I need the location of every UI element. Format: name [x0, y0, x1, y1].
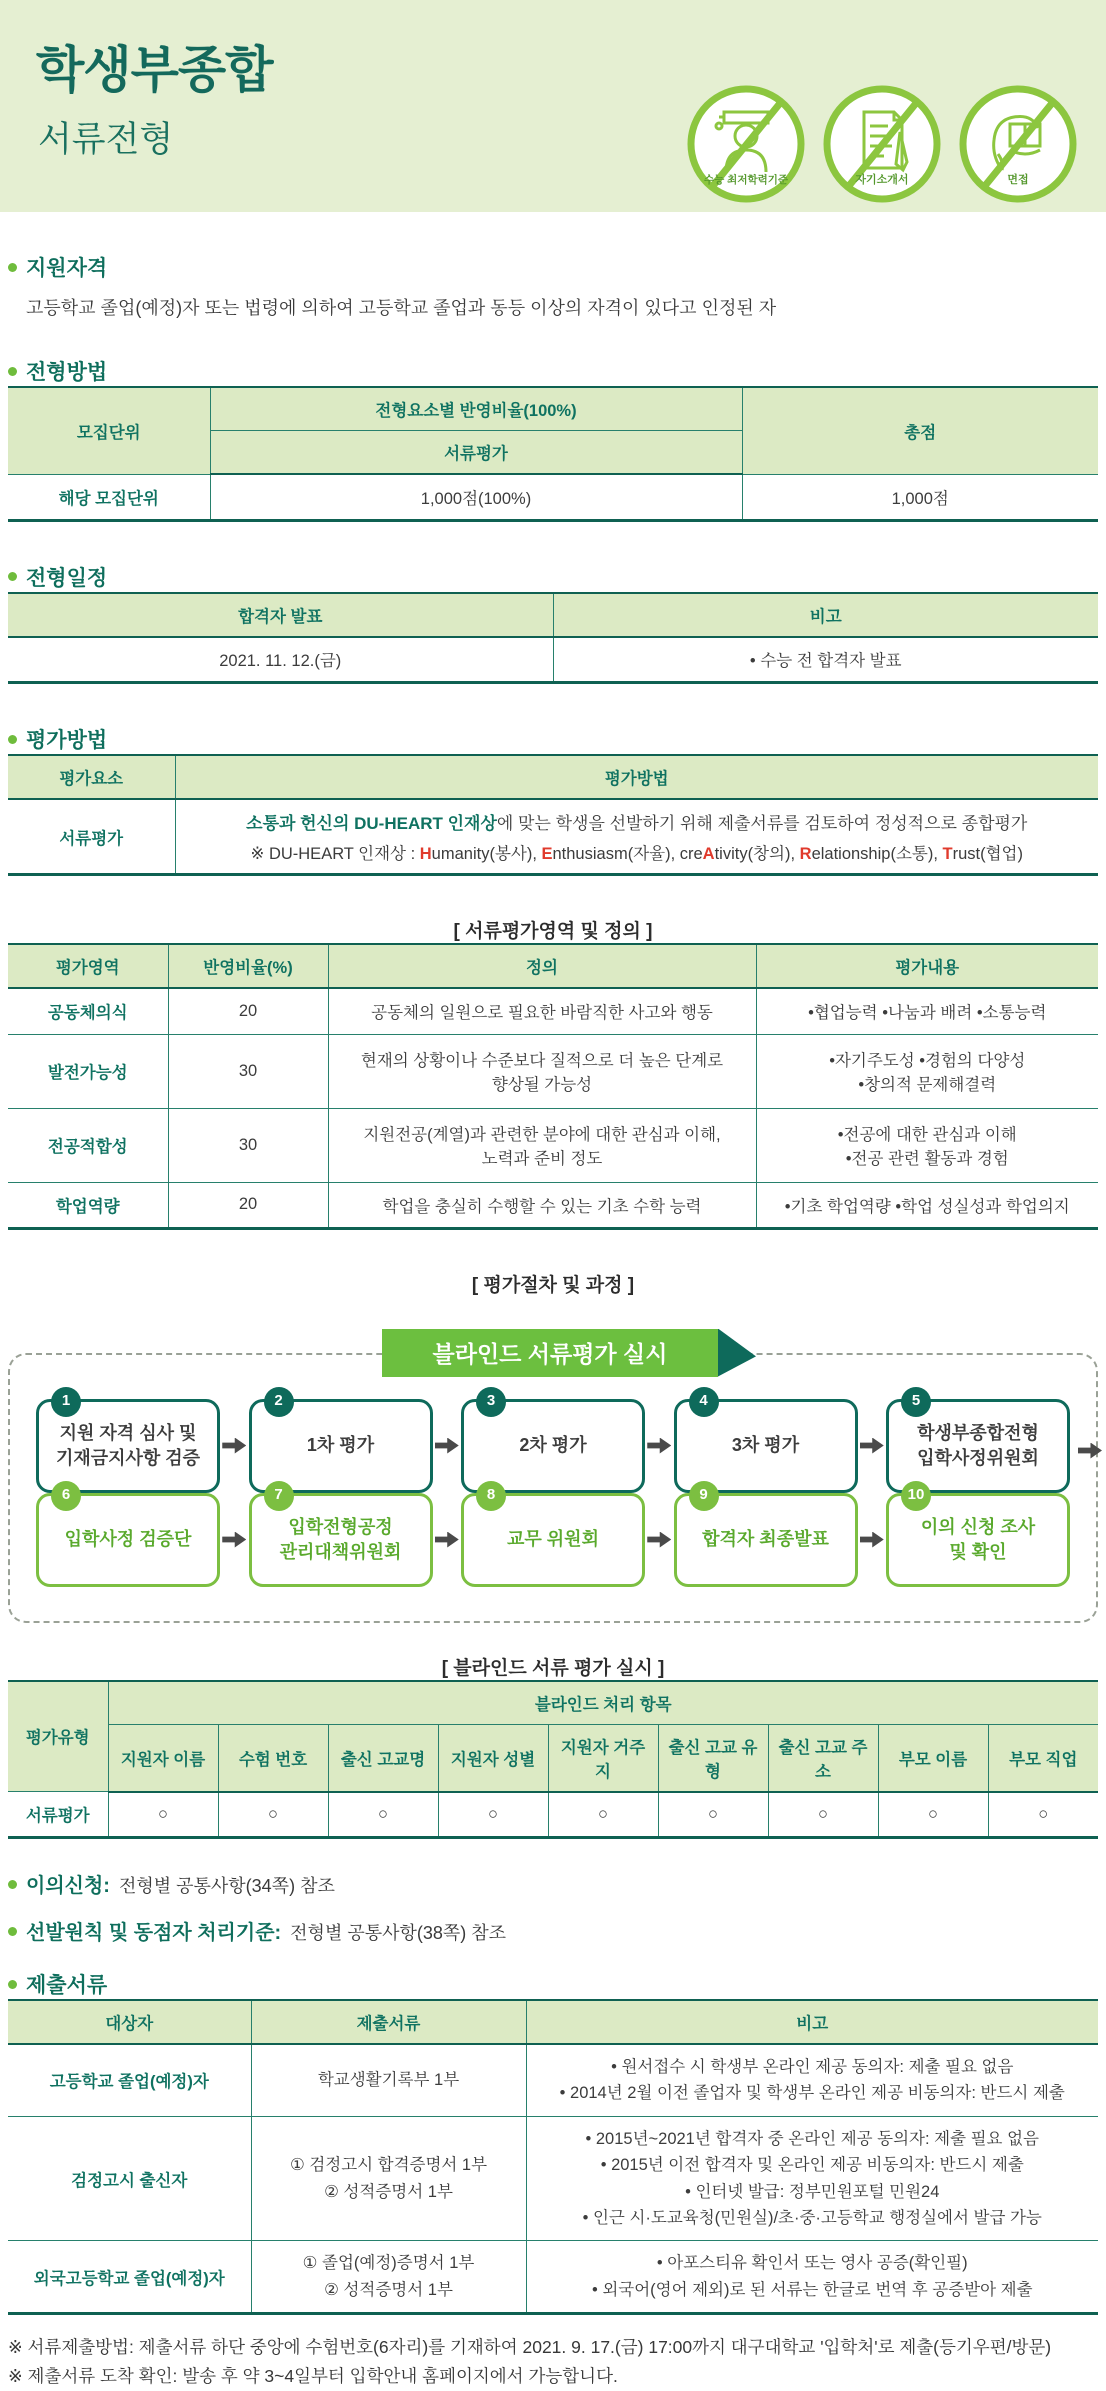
criteria-caption: [ 서류평가영역 및 정의 ]: [453, 921, 653, 942]
evaluation-table: [8, 754, 1098, 876]
cell-contents-line2: •전공 관련 활동과 경험: [845, 1150, 1009, 1168]
section-method-heading: [8, 356, 1106, 386]
blind-item: 지원자 이름: [108, 1724, 218, 1792]
section-eligibility-heading: [8, 252, 1106, 282]
arrow-right-icon: [1078, 1443, 1102, 1459]
cell-doc: ① 검정고시 합격증명서 1부: [289, 2156, 488, 2175]
flow-step-6: [36, 1486, 220, 1587]
col-header-area: 평가영역: [8, 944, 168, 988]
blind-item: 출신 고교 주소: [768, 1724, 878, 1792]
step-label: 합격자 최종발표: [702, 1529, 829, 1550]
flow-step-5: [886, 1392, 1070, 1493]
cell-contents: •전공에 대한 관심과 이해: [837, 1126, 1017, 1144]
cell-total: 1,000점: [742, 474, 1098, 520]
step-label: 교무 위원회: [507, 1529, 599, 1550]
flow-step-8: [461, 1486, 645, 1587]
cell-doc: 학교생활기록부 1부: [317, 2071, 460, 2090]
cell-note: • 2015년 이전 합격자 및 온라인 제공 비동의자: 반드시 제출: [600, 2156, 1024, 2175]
col-header-docs: 제출서류: [251, 2000, 526, 2044]
cell-definition-line2: 향상될 가능성: [491, 1076, 593, 1094]
cell-area: 공동체의식: [8, 988, 168, 1034]
col-header-blind-group: 블라인드 처리 항목: [108, 1681, 1098, 1725]
du-cap: H: [419, 845, 432, 863]
cell-eval-method: [175, 799, 1098, 875]
col-header-announce: 합격자 발표: [8, 593, 553, 637]
col-header-unit: 모집단위: [8, 387, 210, 474]
section-documents-heading: [8, 1969, 1106, 1999]
step-label: 3차 평가: [731, 1435, 800, 1456]
arrow-right-icon: [647, 1438, 671, 1454]
blind-mark: ○: [988, 1792, 1098, 1838]
step-label: 1차 평가: [306, 1435, 375, 1456]
page-subtitle: 서류전형: [38, 120, 174, 159]
bullet-icon: [8, 367, 17, 376]
page-title: 학생부종합: [36, 42, 273, 98]
cell-doc-line2: ② 성적증명서 1부: [324, 2280, 453, 2299]
bullet-icon: [8, 1880, 17, 1889]
step-number: 5: [901, 1387, 931, 1417]
cell-eval-type: 서류평가: [8, 1792, 108, 1838]
eligibility-text: 고등학교 졸업(예정)자 또는 법령에 의하여 고등학교 졸업과 동등 이상의 자격이 있다고 인정된 자: [26, 298, 777, 318]
step-number: 7: [264, 1481, 294, 1511]
cell-ratio: 20: [168, 1182, 328, 1228]
flow-step-7: [249, 1486, 433, 1587]
col-header-note: 비고: [553, 593, 1098, 637]
header-band: [0, 0, 1106, 212]
cell-note: • 인터넷 발급: 정부민원포털 민원24: [685, 2182, 940, 2201]
cell-note: • 수능 전 합격자 발표: [553, 637, 1098, 683]
arrow-right-icon: [222, 1532, 246, 1548]
schedule-table: [8, 592, 1098, 685]
criteria-table: [8, 943, 1098, 1230]
arrow-right-icon: [860, 1532, 884, 1548]
cell-contents: •기초 학업역량 •학업 성실성과 학업의지: [784, 1197, 1070, 1216]
section-title: 제출서류: [26, 1974, 108, 1997]
cell-definition: 학업을 충실히 수행할 수 있는 기초 수학 능력: [382, 1197, 702, 1216]
col-header-definition: 정의: [328, 944, 756, 988]
principle-heading: 선발원칙 및 동점자 처리기준:: [26, 1922, 282, 1944]
objection-heading: 이의신청:: [26, 1875, 110, 1897]
badge-label: 면접: [1007, 174, 1029, 186]
documents-row: [8, 2241, 1098, 2314]
cell-doc-eval-label: 서류평가: [8, 799, 175, 875]
cell-definition: 지원전공(계열)과 관련한 분야에 대한 관심과 이해,: [363, 1126, 721, 1144]
blind-item: 부모 직업: [988, 1724, 1098, 1792]
blind-item: 부모 이름: [878, 1724, 988, 1792]
cell-note: • 원서접수 시 학생부 온라인 제공 동의자: 제출 필요 없음: [611, 2058, 1014, 2076]
step-label: 2차 평가: [519, 1435, 587, 1456]
blind-item: 수험 번호: [218, 1724, 328, 1792]
cell-area: 학업역량: [8, 1182, 168, 1228]
du-part: tivity(창의),: [714, 845, 800, 863]
bullet-icon: [8, 1927, 17, 1936]
blind-mark: ○: [218, 1792, 328, 1838]
blind-mark: ○: [328, 1792, 438, 1838]
blind-item: 지원자 거주지: [548, 1724, 658, 1792]
step-number: 3: [476, 1387, 506, 1417]
criteria-row: [8, 988, 1098, 1034]
step-label: 입학사정 검증단: [64, 1529, 192, 1550]
cell-contents: •자기주도성 •경험의 다양성: [829, 1052, 1026, 1070]
du-cap: T: [942, 845, 953, 863]
du-cap: A: [702, 845, 715, 863]
principle-text: 전형별 공통사항(38쪽) 참조: [290, 1923, 507, 1943]
blind-mark: ○: [108, 1792, 218, 1838]
col-header-target: 대상자: [8, 2000, 251, 2044]
section-evaluation-heading: [8, 724, 1106, 754]
process-flowchart: [8, 1341, 1098, 1623]
cell-ratio: 30: [168, 1108, 328, 1182]
objection-text: 전형별 공통사항(34쪽) 참조: [118, 1876, 335, 1896]
process-caption: [ 평가절차 및 과정 ]: [471, 1274, 635, 1296]
du-part: umanity(봉사),: [431, 845, 542, 863]
csat-minimum-prohibited-icon: [686, 84, 806, 204]
blind-item: 출신 고교 유형: [658, 1724, 768, 1792]
bullet-icon: [8, 735, 17, 744]
du-part: cre: [679, 845, 703, 863]
cell-score: 1,000점(100%): [210, 474, 742, 520]
step-label: 입학전형공정: [288, 1517, 393, 1538]
cell-target: 외국고등학교 졸업(예정)자: [8, 2241, 251, 2314]
blind-table: [8, 1680, 1098, 1840]
step-label-line2: 및 확인: [949, 1541, 1007, 1562]
criteria-row: [8, 1182, 1098, 1228]
step-label-line2: 입학사정위원회: [917, 1447, 1039, 1468]
du-part: rust(협업): [952, 845, 1023, 863]
section-schedule-heading: [8, 562, 1106, 592]
du-part: elationship(소통),: [811, 845, 943, 863]
bullet-icon: [8, 572, 17, 581]
step-number: 4: [689, 1387, 719, 1417]
cell-contents-line2: •창의적 문제해결력: [858, 1076, 997, 1094]
blind-mark: ○: [878, 1792, 988, 1838]
arrow-right-icon: [860, 1438, 884, 1454]
bullet-icon: [8, 1980, 17, 1989]
principle-line: [8, 1916, 1106, 1945]
col-header-contents: 평가내용: [756, 944, 1098, 988]
blind-ribbon: 블라인드 서류평가 실시: [382, 1329, 718, 1377]
arrow-right-icon: [435, 1438, 459, 1454]
badge-label: 수능 최저학력기준: [703, 174, 789, 186]
arrow-right-icon: [222, 1438, 246, 1454]
objection-line: [8, 1869, 1106, 1898]
step-label: 지원 자격 심사 및: [59, 1423, 197, 1444]
cell-definition: 공동체의 일원으로 필요한 바람직한 사고와 행동: [371, 1004, 713, 1023]
step-number: 10: [901, 1481, 931, 1511]
eval-method-line2: [186, 840, 1089, 864]
du-heart-bold: 소통과 헌신의 DU-HEART 인재상: [246, 814, 497, 833]
col-header-total: 총점: [742, 387, 1098, 474]
flow-row-1: [36, 1392, 1070, 1493]
cell-target: 고등학교 졸업(예정)자: [8, 2044, 251, 2116]
du-part: nthusiasm(자율),: [552, 845, 680, 863]
cell-announce-date: 2021. 11. 12.(금): [8, 637, 553, 683]
cell-doc: ① 졸업(예정)증명서 1부: [302, 2254, 475, 2273]
col-header-doc-note: 비고: [526, 2000, 1098, 2044]
col-header-doc-eval: 서류평가: [210, 431, 742, 475]
blind-item: 지원자 성별: [438, 1724, 548, 1792]
flow-step-1: [36, 1392, 220, 1493]
blind-mark: ○: [768, 1792, 878, 1838]
flow-step-4: [674, 1392, 858, 1493]
cell-note: • 외국어(영어 제외)로 된 서류는 한글로 번역 후 공증받아 제출: [591, 2280, 1033, 2299]
self-intro-letter-prohibited-icon: [822, 84, 942, 204]
cell-doc-line2: ② 성적증명서 1부: [324, 2182, 453, 2201]
documents-row: [8, 2116, 1098, 2241]
cell-note: • 2014년 2월 이전 졸업자 및 학생부 온라인 제공 비동의자: 반드시 제출: [559, 2084, 1065, 2103]
step-number: 6: [51, 1481, 81, 1511]
eval-method-line1: [186, 809, 1089, 834]
flow-step-10: [886, 1486, 1070, 1587]
arrow-right-icon: [435, 1532, 459, 1548]
interview-prohibited-icon: [958, 84, 1078, 204]
cell-note: • 인근 시·도교육청(민원실)/초·중·고등학교 행정실에서 발급 가능: [582, 2208, 1042, 2227]
blind-mark: ○: [658, 1792, 768, 1838]
cell-target: 검정고시 출신자: [8, 2116, 251, 2241]
footnote: ※ 제출서류 도착 확인: 발송 후 약 3~4일부터 입학안내 홈페이지에서 가능합니다.: [8, 2366, 618, 2386]
du-cap: E: [541, 845, 553, 863]
section-title: 전형일정: [26, 566, 108, 590]
section-title: 평가방법: [26, 729, 108, 752]
criteria-row: [8, 1034, 1098, 1108]
flow-step-3: [461, 1392, 645, 1493]
blind-item: 출신 고교명: [328, 1724, 438, 1792]
section-title: 전형방법: [26, 361, 108, 384]
badge-label: 자기소개서: [855, 174, 909, 186]
documents-row: [8, 2044, 1098, 2116]
step-number: 1: [51, 1387, 81, 1417]
col-header-eval-type: 평가유형: [8, 1681, 108, 1792]
blind-mark: ○: [438, 1792, 548, 1838]
col-header-eval-method: 평가방법: [175, 755, 1098, 799]
step-number: 8: [476, 1481, 506, 1511]
prohibition-badges: [686, 84, 1078, 204]
documents-table: [8, 1999, 1098, 2315]
cell-note: • 아포스티유 확인서 또는 영사 공증(확인필): [656, 2254, 968, 2273]
cell-area: 전공적합성: [8, 1108, 168, 1182]
method-table: [8, 386, 1098, 522]
du-heart-prefix: ※ DU-HEART 인재상 :: [250, 845, 420, 863]
section-title: 지원자격: [26, 257, 108, 280]
step-label-line2: 관리대책위원회: [279, 1541, 402, 1562]
blind-caption: [ 블라인드 서류 평가 실시 ]: [441, 1657, 665, 1679]
flow-step-9: [674, 1486, 858, 1587]
cell-ratio: 20: [168, 988, 328, 1034]
eval-line1-rest: 에 맞는 학생을 선발하기 위해 제출서류를 검토하여 정성적으로 종합평가: [496, 814, 1028, 833]
step-label: 학생부종합전형: [917, 1423, 1039, 1444]
cell-contents: •협업능력 •나눔과 배려 •소통능력: [808, 1004, 1047, 1023]
cell-note: • 2015년~2021년 합격자 중 온라인 제공 동의자: 제출 필요 없음: [585, 2129, 1039, 2148]
col-header-factor: 평가요소: [8, 755, 175, 799]
step-label-line2: 기재금지사항 검증: [55, 1447, 201, 1468]
cell-area: 발전가능성: [8, 1034, 168, 1108]
cell-ratio: 30: [168, 1034, 328, 1108]
col-header-ratio: 반영비율(%): [168, 944, 328, 988]
cell-unit: 해당 모집단위: [8, 474, 210, 520]
col-header-group: 전형요소별 반영비율(100%): [210, 387, 742, 431]
flow-dashed-container: [8, 1353, 1098, 1623]
criteria-row: [8, 1108, 1098, 1182]
bullet-icon: [8, 263, 17, 272]
step-number: 9: [689, 1481, 719, 1511]
arrow-right-icon: [647, 1532, 671, 1548]
step-label: 이의 신청 조사: [920, 1517, 1036, 1538]
blind-mark: ○: [548, 1792, 658, 1838]
flow-step-2: [249, 1392, 433, 1493]
flow-row-2: [36, 1486, 1070, 1587]
du-cap: R: [799, 845, 812, 863]
step-number: 2: [264, 1387, 294, 1417]
cell-definition-line2: 노력과 준비 정도: [481, 1150, 603, 1168]
footnote: ※ 서류제출방법: 제출서류 하단 중앙에 수험번호(6자리)를 기재하여 2021. 9. 17.(금) 17:00까지 대구대학교 '입학처'로 제출(등기우편/방문): [8, 2337, 1052, 2358]
cell-definition: 현재의 상황이나 수준보다 질적으로 더 높은 단계로: [360, 1052, 724, 1070]
